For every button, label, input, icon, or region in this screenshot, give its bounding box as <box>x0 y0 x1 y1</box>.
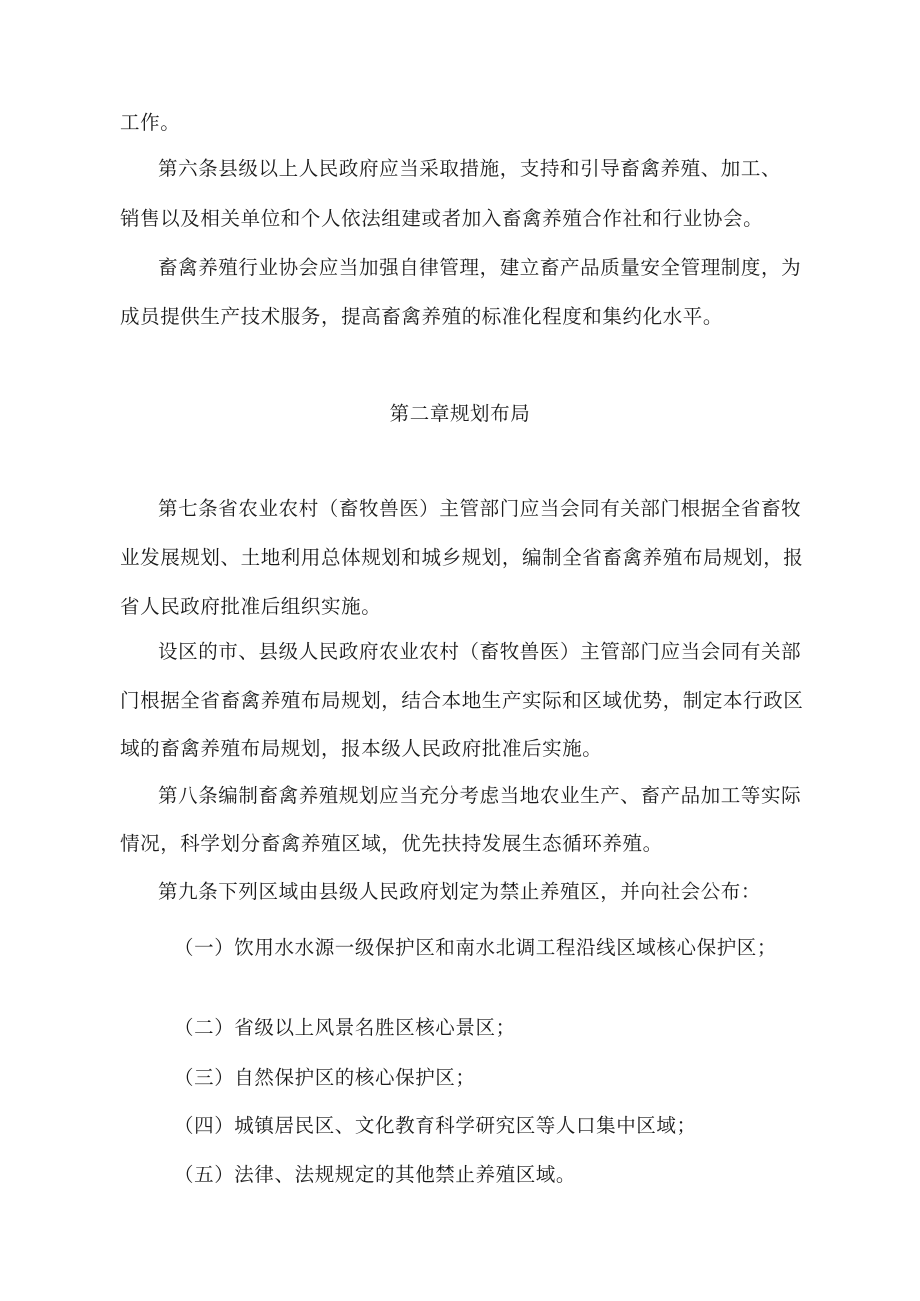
list-item: （二）省级以上风景名胜区核心景区； <box>174 1016 516 1039</box>
list-item: （三）自然保护区的核心保护区； <box>174 1066 476 1089</box>
article-6-line-2: 销售以及相关单位和个人依法组建或者加入畜禽养殖合作社和行业协会。 <box>120 207 764 230</box>
article-7-para-2-line-1: 设区的市、县级人民政府农业农村（畜牧兽医）主管部门应当会同有关部 <box>158 640 802 663</box>
article-7-line-2: 业发展规划、土地利用总体规划和城乡规划，编制全省畜禽养殖布局规划，报 <box>120 546 804 569</box>
list-item: （四）城镇居民区、文化教育科学研究区等人口集中区域； <box>174 1114 697 1137</box>
article-7-line-3: 省人民政府批准后组织实施。 <box>120 595 382 618</box>
association-line-2: 成员提供生产技术服务，提高畜禽养殖的标准化程度和集约化水平。 <box>120 305 724 328</box>
list-item: （五）法律、法规规定的其他禁止养殖区域。 <box>174 1163 577 1186</box>
article-7-para-2-line-2: 门根据全省畜禽养殖布局规划，结合本地生产实际和区域优势，制定本行政区 <box>120 689 804 712</box>
article-8-line-2: 情况，科学划分畜禽养殖区域，优先扶持发展生态循环养殖。 <box>120 832 663 855</box>
article-8-line-1: 第八条编制畜禽养殖规划应当充分考虑当地农业生产、畜产品加工等实际 <box>158 784 802 807</box>
list-item: （一）饮用水水源一级保护区和南水北调工程沿线区域核心保护区； <box>174 936 778 959</box>
association-line-1: 畜禽养殖行业协会应当加强自律管理，建立畜产品质量安全管理制度，为 <box>158 256 802 279</box>
article-7-para-2-line-3: 域的畜禽养殖布局规划，报本级人民政府批准后实施。 <box>120 737 603 760</box>
intro-tail-line: 工作。 <box>120 111 181 134</box>
article-7-line-1: 第七条省农业农村（畜牧兽医）主管部门应当会同有关部门根据全省畜牧 <box>158 497 802 520</box>
article-6-line-1: 第六条县级以上人民政府应当采取措施，支持和引导畜禽养殖、加工、 <box>158 157 782 180</box>
chapter-title: 第二章规划布局 <box>389 402 531 425</box>
article-9-line-1: 第九条下列区域由县级人民政府划定为禁止养殖区，并向社会公布： <box>158 880 762 903</box>
